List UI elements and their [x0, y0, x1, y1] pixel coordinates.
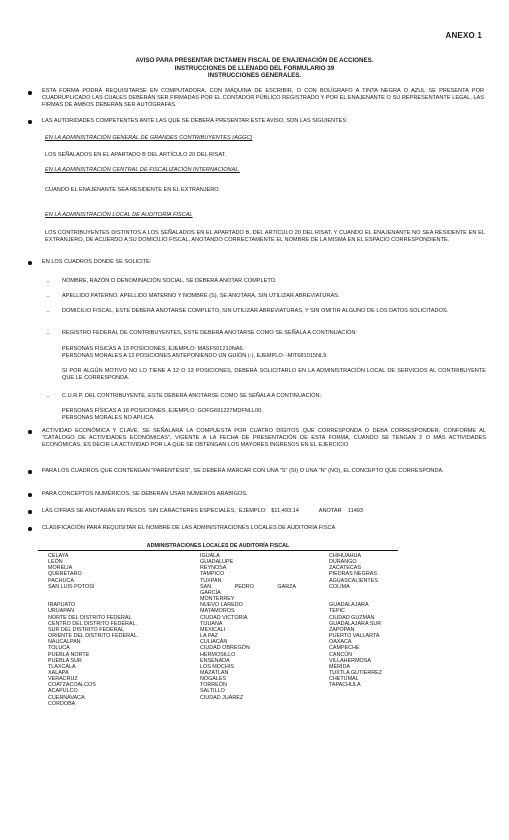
list-item: TOLUCA	[48, 645, 70, 652]
list-item: CÓRDOBA	[48, 700, 76, 707]
bullet-icon	[28, 430, 32, 434]
list-item: TAMPICO	[200, 571, 225, 578]
curp-company-note: PERSONAS MORALES NO APLICA.	[62, 415, 155, 421]
list-item: SAN PEDRO GARZA	[200, 583, 296, 590]
dash-icon: -	[47, 294, 49, 300]
paragraph-numbers: PARA CONCEPTOS NUMÉRICOS, SE DEBERÁN USAR NÚMEROS ARÁBIGOS.	[42, 491, 248, 497]
dash-icon: -	[47, 279, 49, 285]
list-item: COATZACOALCOS	[48, 682, 96, 689]
list-item: PUERTO VALLARTA	[329, 633, 380, 640]
list-item: HERMOSILLO	[200, 651, 236, 658]
list-item: OAXACA	[329, 639, 352, 646]
list-item: PIEDRAS NEGRAS	[329, 571, 377, 578]
rfc-company-example: PERSONAS MORALES A 12 POSICIONES ANTEPONIENDO UN GUIÓN (-), EJEMPLO: -MIT681015NL9.	[62, 353, 328, 359]
list-item: ORIENTE DEL DISTRITO FEDERAL.	[48, 633, 139, 640]
heading-aggc: EN LA ADMINISTRACIÓN GENERAL DE GRANDES CONTRIBUYENTES (AGGC)	[45, 135, 253, 141]
list-item: CHETUMAL	[329, 676, 359, 683]
text-acfi: CUANDO EL ENAJENANTE SEA RESIDENTE EN EL EXTRANJERO.	[45, 187, 221, 193]
list-item: CIUDAD VICTORIA	[200, 614, 248, 621]
list-item: CELAYA	[48, 553, 69, 559]
paragraph-amounts: LAS CIFRAS SE ANOTARÁN EN PESOS SIN CARACTERES ESPECIALES, EJEMPLO: $11,493.14 ANOTAR 11493	[42, 508, 364, 514]
dash-icon: -	[47, 394, 49, 400]
list-item: IRAPUATO	[48, 602, 76, 609]
list-item: MÉRIDA	[329, 663, 350, 670]
list-item: CANCÚN	[329, 651, 353, 658]
item-name: NOMBRE, RAZÓN O DENOMINACIÓN SOCIAL, SE DEBERÁ ANOTAR COMPLETO.	[62, 278, 277, 284]
list-item: SALTILLO	[200, 688, 225, 695]
list-item: TUXTLA GUTIÉRREZ	[329, 669, 383, 676]
table-column-2	[200, 553, 308, 701]
list-item: URUAPAN	[48, 608, 74, 615]
list-item: MATAMOROS	[200, 608, 235, 615]
list-item: MAZATLÁN	[200, 669, 229, 676]
paragraph-activity: ACTIVIDAD ECONÓMICA Y CLAVE. SE SEÑALARÁ LA COMPUESTA POR CUATRO DÍGITOS QUE CORRESPONDA O DEBA CORRESPONDER, CONFORME AL "CATÁLOGO DE ACTIVIDADES ECONÓMICAS", VIGENTE A LA FECHA DE PRESENTACIÓN DE ESTA FORMA, CUANDO SE TENGAN 2 O MÁS ACTIVIDADES ECONÓMICAS, ES DECIR LA ACTIVIDAD POR LA QUE SE OBTENGAN LOS MAYORES INGRESOS EN EL EJERCICIO.	[42, 428, 486, 448]
document-title: AVISO PARA PRESENTAR DICTAMEN FISCAL DE ENAJENACIÓN DE ACCIONES.	[135, 57, 374, 64]
list-item: TORREÓN	[200, 682, 227, 689]
bullet-icon	[28, 470, 32, 474]
list-item: LOS MOCHIS	[200, 663, 234, 670]
list-item: MEXICALI	[200, 626, 226, 633]
item-address: DOMICILIO FISCAL, ESTE DEBERÁ ANOTARSE COMPLETO, SIN UTILIZAR ABREVIATURAS, Y SIN OMITIR ALGUNO DE LOS DATOS SOLICITADOS.	[62, 308, 449, 314]
list-item: IGUALA	[200, 553, 220, 559]
item-surname: APELLIDO PATERNO, APELLIDO MATERNO Y NOMBRE (S), SE ANOTARÁ, SIN UTILIZAR ABREVIATURAS.	[62, 293, 340, 299]
heading-acfi: EN LA ADMINISTRACIÓN CENTRAL DE FISCALIZACIÓN INTERNACIONAL.	[45, 167, 240, 173]
paragraph-fields: EN LOS CUADROS DONDE SE SOLICITE:	[42, 259, 152, 265]
list-item: DURANGO	[329, 559, 357, 566]
list-item: ZACATECAS	[329, 565, 361, 572]
list-item: LA PAZ	[200, 633, 218, 640]
item-rfc: REGISTRO FEDERAL DE CONTRIBUYENTES, ESTE DEBERÁ ANOTARSE COMO SE SEÑALA A CONTINUACIÓN:	[62, 330, 357, 336]
list-item: CHIHUAHUA	[329, 553, 362, 559]
paragraph-parentheses: PARA LOS CUADROS QUE CONTENGAN "PARÉNTESIS", SE DEBERÁ MARCAR CON UNA "S" (SI) O UNA "N" (NO), EL CONCEPTO QUE CORRESPONDA.	[42, 468, 444, 474]
list-item: PACHUCA	[48, 577, 74, 584]
list-item: PUEBLA NORTE	[48, 651, 90, 658]
section-title: INSTRUCCIONES GENERALES.	[207, 72, 302, 80]
list-item: VILLAHERMOSA	[329, 657, 371, 664]
paragraph-format: ESTA FORMA PODRÁ REQUISITARSE EN COMPUTADORA, CON MÁQUINA DE ESCRIBIR, O CON BOLÍGRAFO A TINTA NEGRA O AZUL SE PRESENTA POR CUADRUPLICADO LAS CUALES DEBERÁN SER FIRMADAS POR EL CONTADOR PÚBLICO REGISTRADO Y POR EL ENAJENANTE O SU REPRESENTANTE LEGAL, LAS FIRMAS DE AMBOS DEBERÁN SER AUTÓGRAFAS.	[42, 88, 484, 108]
list-item: NAUCALPAN	[48, 639, 81, 646]
list-item: GUADALAJARA	[329, 602, 369, 609]
bullet-icon	[28, 510, 32, 514]
list-item: CIUDAD GUZMÁN	[329, 614, 375, 621]
list-item: TIJUANA	[200, 620, 223, 627]
list-item: CIUDAD OBREGÓN	[200, 645, 250, 652]
table-column-1	[48, 553, 188, 707]
list-item: ACAPULCO	[48, 688, 78, 695]
list-item: SAN LUIS POTOSÍ	[48, 583, 95, 590]
list-item: CIUDAD JUÁREZ	[200, 694, 244, 701]
list-item: COLIMA	[329, 583, 350, 590]
rfc-person-example: PERSONAS FÍSICAS A 13 POSICIONES, EJEMPLO: MASF501210NA6.	[62, 346, 245, 352]
document-header	[0, 57, 509, 80]
list-item: ENSENADA	[200, 657, 230, 664]
list-item: TUXPAN	[200, 577, 222, 584]
list-item: GUADALAJARA SUR	[329, 620, 382, 627]
list-item: SUR DEL DISTRITO FEDERAL	[48, 626, 125, 633]
list-item: CULIACÁN	[200, 639, 228, 646]
list-item: PUEBLA SUR	[48, 657, 82, 664]
list-item: XALAPA	[48, 669, 69, 676]
bullet-icon	[28, 527, 32, 531]
text-alaf: LOS CONTRIBUYENTES DISTINTOS A LOS SEÑALADOS EN EL APARTADO B, DEL ARTÍCULO 20 DEL RISAT, Y CUANDO EL ENAJENANTE NO SEA RESIDENTE EN EL EXTRANJERO, DE ACUERDO A SU DOMICILIO FISCAL, ANOTANDO CORRECTAMENTE EL NOMBRE DE LA MISMA EN EL ESPACIO CORRESPONDIENTE.	[45, 230, 485, 243]
list-item: GARCÍA	[200, 589, 221, 596]
bullet-icon	[28, 493, 32, 497]
document-subtitle: INSTRUCCIONES DE LLENADO DEL FORMULARIO 39	[174, 64, 335, 72]
list-item: LEÓN	[48, 559, 63, 566]
paragraph-authorities: LAS AUTORIDADES COMPETENTES ANTE LAS QUE SE DEBERÁ PRESENTAR ESTE AVISO, SON LAS SIGUIENTES:	[42, 118, 348, 124]
list-item: TLAXCALA	[48, 663, 76, 670]
list-item: CENTRO DEL DISTRITO FEDERAL.	[48, 620, 137, 627]
list-item: TEPIC	[329, 608, 345, 615]
rfc-note: SI POR ALGÚN MOTIVO NO LO TIENE A 12 O 13 POSICIONES, DEBERÁ SOLICITARLO EN LA ADMINISTRACIÓN LOCAL DE SERVICIOS AL CONTRIBUYENTE QUE LE CORRESPONDA.	[62, 368, 486, 381]
bullet-icon	[28, 91, 32, 95]
list-item: VERACRUZ	[48, 676, 78, 683]
dash-icon: -	[47, 309, 49, 315]
list-item: CUERNAVACA	[48, 694, 85, 701]
item-curp: C.U.R.P. DEL CONTRIBUYENTE, ESTE DEBERÁ ANOTARSE COMO SE SEÑALA A CONTINUACIÓN:	[62, 393, 322, 399]
list-item: GUADALUPE	[200, 559, 234, 566]
curp-person-example: PERSONAS FÍSICAS A 18 POSICIONES, EJEMPLO: GOFG691227MDFNLL00.	[62, 408, 263, 414]
text-aggc: LOS SEÑALADOS EN EL APARTADO B DEL ARTÍCULO 20 DEL RISAT.	[45, 152, 227, 158]
table-column-3	[329, 553, 429, 688]
paragraph-classification: CLASIFICACIÓN PARA REQUISITAR EL NOMBRE DE LAS ADMINISTRACIONES LOCALES DE AUDITORÍA FISCA	[42, 525, 336, 531]
list-item: TAPACHULA	[329, 682, 361, 689]
bullet-icon	[28, 120, 32, 124]
annex-label: ANEXO 1	[445, 31, 482, 40]
bullet-icon	[28, 261, 32, 265]
list-item: NUEVO LAREDO	[200, 602, 243, 609]
list-item: ZAPOPAN	[329, 626, 355, 633]
list-item: MONTERREY	[200, 596, 235, 603]
list-item: NOGALES	[200, 676, 227, 683]
list-item: MORELIA	[48, 565, 73, 572]
dash-icon: -	[47, 331, 49, 337]
table-title: ADMINISTRACIONES LOCALES DE AUDITORÍA FISCAL	[38, 543, 398, 551]
list-item: QUERÉTARO	[48, 571, 82, 578]
heading-alaf: EN LA ADMINISTRACIÓN LOCAL DE AUDITORÍA FISCAL	[45, 212, 193, 218]
list-item: REYNOSA	[200, 565, 227, 572]
list-item: CAMPECHE	[329, 645, 360, 652]
list-item: NORTE DEL DISTRITO FEDERAL	[48, 614, 132, 621]
list-item: AGUASCALIENTES	[329, 577, 378, 584]
